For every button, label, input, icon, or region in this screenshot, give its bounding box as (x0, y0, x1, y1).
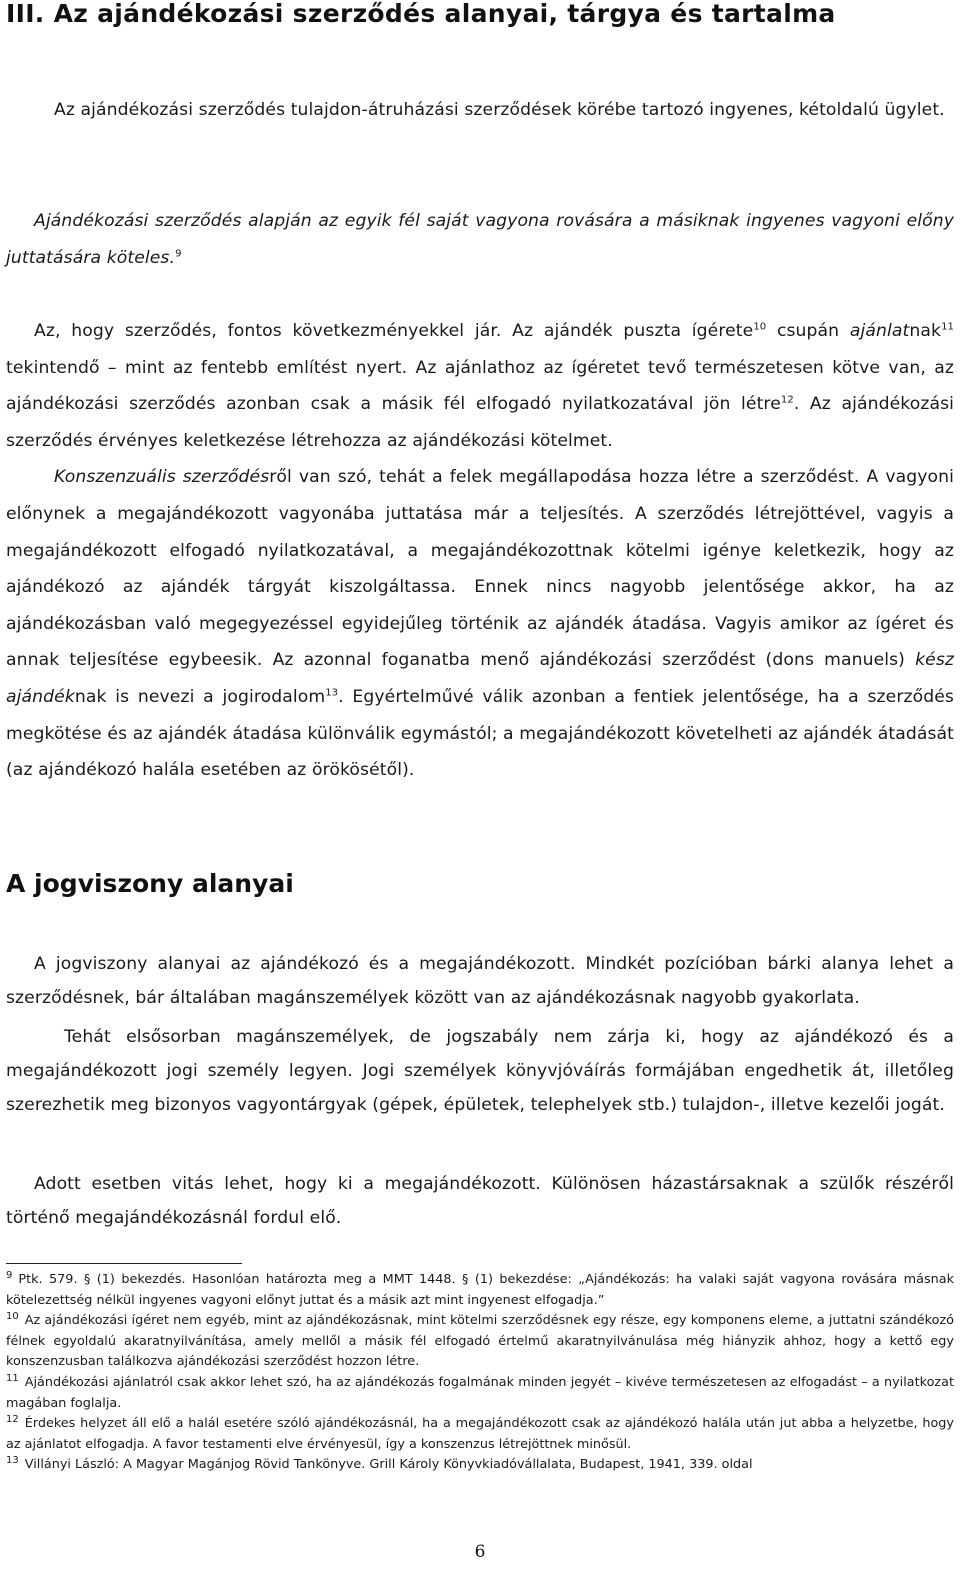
statutory-definition-text: Ajándékozási szerződés alapján az egyik fél saját vagyona rovására a másiknak ingyenes vagyoni előny juttatására köteles. (6, 211, 954, 268)
footnote-text: Az ajándékozási ígéret nem egyéb, mint az ajándékozásnak, mint kötelmi szerződésnek egy része, egy komponens eleme, a juttatni szándékozó félnek egyoldalú akaratnyilvánítása, amely mellől a másik fél elfogadó értelmű akaratnyilvánulása még hiányzik ahhoz, hogy a kettő egy konszenzusban találkozva ajándékozási szerződést hozzon létre. (6, 1313, 954, 1370)
paragraph-legal-persons-text: Tehát elsősorban magánszemélyek, de jogszabály nem zárja ki, hogy az ajándékozó és a megajándékozott jogi személy legyen. Jogi személyek könyvjóváírás formájában engedhetik át, illetőleg szerezhetik meg bizonyos vagyontárgyak (gépek, épületek, telephelyek stb.) tulajdon-, illetve kezelői jogát. (6, 1027, 954, 1115)
page-number: 6 (474, 1542, 486, 1562)
footnote-ref-11[interactable]: 11 (941, 321, 954, 333)
term-konszenzualis: Konszenzuális szerződés (54, 467, 270, 488)
consequences-text-7: nak is nevezi a jogirodalom (74, 686, 326, 707)
paragraph-consequences (6, 313, 954, 789)
footnote-12 (6, 1414, 954, 1455)
paragraph-definition-text: Az ajándékozási szerződés tulajdon-átruházási szerződések körébe tartozó ingyenes, kétoldalú ügylet. (54, 100, 945, 120)
footnote-separator (6, 1263, 242, 1264)
term-ajanlat: ajánlat (849, 321, 910, 341)
footnote-13 (6, 1455, 954, 1476)
section-title: A jogviszony alanyai (6, 869, 294, 898)
footnote-ref-12[interactable]: 12 (780, 394, 794, 406)
paragraph-statutory-definition (6, 203, 954, 276)
footnote-number: 13 (6, 1455, 19, 1467)
footnote-number: 9 (6, 1269, 13, 1281)
paragraph-legal-persons (6, 1020, 954, 1122)
footnote-text: Ptk. 579. § (1) bekezdés. Hasonlóan határozta meg a MMT 1448. § (1) bekezdése: „Ajándékozás: ha valaki saját vagyona rovására másnak kötelezettség nélkül ingyenes vagyoni előnyt juttat és a másik azt mint ingyenest elfogadja.” (6, 1272, 954, 1308)
consequences-text-2: csupán (766, 321, 850, 341)
footnote-text: Érdekes helyzet áll elő a halál esetére szóló ajándékozásnál, ha a megajándékozott csak az ajándékozó halála után jut abba a helyzetbe, hogy az ajánlatot elfogadja. A favor testamenti elve érvényesül, így a konszenzus létrejöttnek minősül. (6, 1416, 954, 1452)
footnote-text: Villányi László: A Magyar Magánjog Rövid Tankönyve. Grill Károly Könyvkiadóvállalata, Budapest, 1941, 339. oldal (24, 1457, 753, 1473)
consequences-text-3: nak (909, 321, 942, 341)
term-kesz-ajandek: kész ajándék (6, 650, 954, 707)
consequences-text-5: . Az ajándékozási szerződés érvényes keletkezése létrehozza az ajándékozási kötelmet. (6, 394, 955, 451)
footnote-ref-10[interactable]: 10 (753, 321, 767, 333)
footnote-number: 12 (6, 1413, 19, 1425)
paragraph-definition (6, 92, 954, 129)
paragraph-parties (6, 947, 954, 1015)
consequences-text-8: . Egyértelművé válik azonban a fentiek jelentősége, ha a szerződés megkötése és az ajándék átadása különválik egymástól; a megajándékozott követelheti az ajándék átadását (az ajándékozó halála esetében az örökösétől). (6, 686, 954, 781)
footnote-number: 10 (6, 1310, 19, 1322)
paragraph-disputes (6, 1167, 954, 1235)
paragraph-parties-text: A jogviszony alanyai az ajándékozó és a megajándékozott. Mindkét pozícióban bárki alanya lehet a szerződésnek, bár általában magánszemélyek között van az ajándékozásnak nagyobb gyakorlata. (6, 954, 954, 1008)
footnote-ref-9[interactable]: 9 (175, 247, 182, 259)
consequences-text-6: ről van szó, tehát a felek megállapodása hozza létre a szerződést. A vagyoni előnynek a megajándékozott vagyonába juttatása már a teljesítés. A szerződés létrejöttével, vagyis a megajándékozott elfogadó nyilatkozatával, a megajándékozottnak kötelmi igénye keletkezik, hogy az ajándékozó az ajándék tárgyát kiszolgáltassa. Ennek nincs nagyobb jelentősége akkor, ha az ajándékozásban való megegyezéssel egyidejűleg történik az ajándék átadása. Vagyis amikor az ígéret és annak teljesítése egybeesik. Az azonnal foganatba menő ajándékozási szerződést (dons manuels) (6, 467, 954, 671)
footnote-ref-13[interactable]: 13 (325, 687, 339, 699)
footnote-9 (6, 1270, 954, 1311)
paragraph-disputes-text: Adott esetben vitás lehet, hogy ki a megajándékozott. Különösen házastársaknak a szülők részéről történő megajándékozásnál fordul elő. (6, 1174, 954, 1228)
consequences-text-4: tekintendő – mint az fentebb említést nyert. Az ajánlathoz az ígéretet tevő természetesen kötve van, az ajándékozási szerződés azonban csak a másik fél elfogadó nyilatkozatával jön létre (6, 357, 954, 415)
footnotes (6, 1270, 954, 1476)
footnote-10 (6, 1311, 954, 1373)
chapter-title: III. Az ajándékozási szerződés alanyai, tárgya és tartalma (6, 0, 836, 28)
footnote-text: Ajándékozási ajánlatról csak akkor lehet szó, ha az ajándékozás fogalmának minden jegyét – kivéve természetesen az elfogadást – a nyilatkozat magában foglalja. (6, 1374, 954, 1411)
footnote-11 (6, 1373, 954, 1414)
footnote-number: 11 (6, 1372, 19, 1384)
consequences-text-1: Az, hogy szerződés, fontos következményekkel jár. Az ajándék puszta ígérete (34, 321, 754, 341)
